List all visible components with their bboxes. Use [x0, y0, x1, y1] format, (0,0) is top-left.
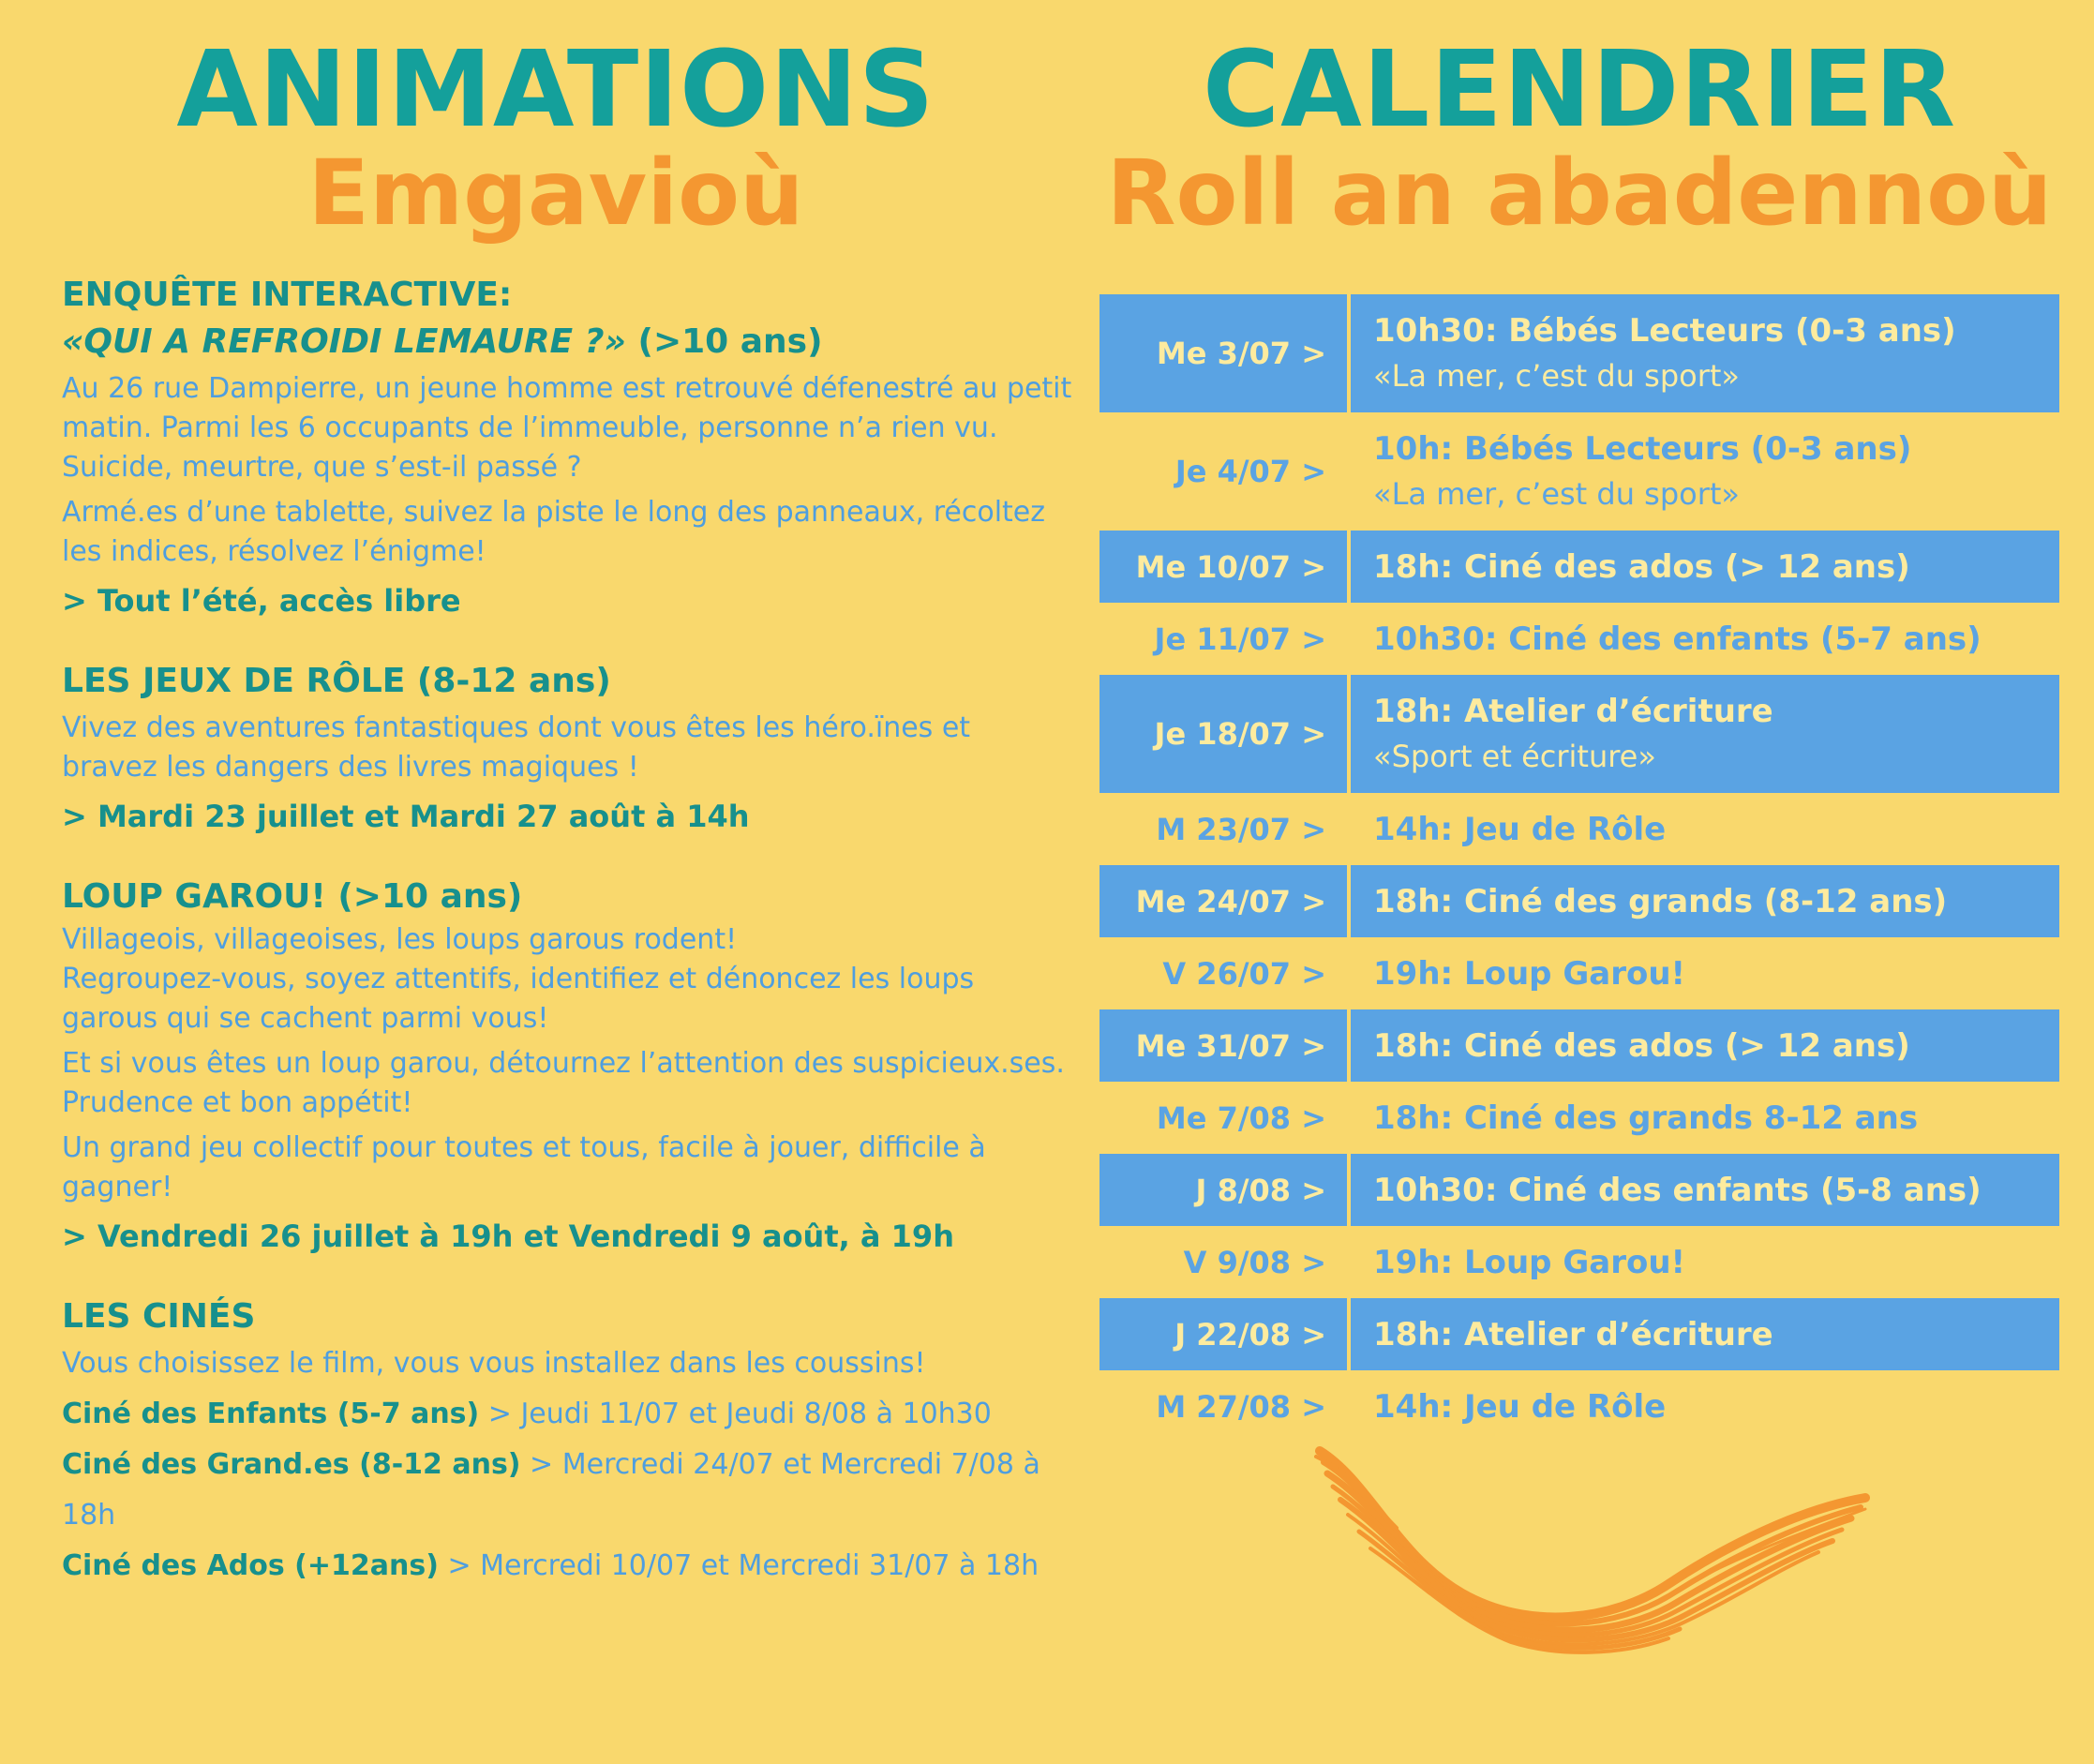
calendar-event [1351, 603, 2059, 675]
cines-heading: LES CINÉS [62, 1297, 256, 1336]
calendar-date: J 8/08 > [1099, 1154, 1347, 1226]
calendar-event-title: 10h: Bébés Lecteurs (0-3 ans) [1373, 430, 1912, 468]
calendar-event [1351, 1226, 2059, 1298]
calendar-row [1099, 1154, 2059, 1226]
calendar-event-subtitle: «La mer, c’est du sport» [1373, 358, 1740, 394]
calendar-event [1351, 531, 2059, 603]
calendar-event-title: 10h30: Bébés Lecteurs (0-3 ans) [1373, 312, 1956, 350]
loup-description: Et si vous êtes un loup garou, détournez l’attention des suspicieux.ses. Prudence et bon appétit! [62, 1047, 1065, 1119]
loup-intro-line1: Villageois, villageoises, les loups garous rodent! [62, 923, 738, 956]
cine-line-detail: > Mercredi 10/07 et Mercredi 31/07 à 18h [438, 1549, 1040, 1582]
calendar-date: Me 24/07 > [1099, 865, 1347, 937]
loup-section [62, 874, 1074, 1260]
jeux-heading: LES JEUX DE RÔLE (8-12 ans) [62, 662, 611, 700]
calendar-event [1351, 294, 2059, 412]
enquete-when: > Tout l’été, accès libre [62, 583, 461, 619]
calendar-event [1351, 1370, 2059, 1443]
calendar-row [1099, 865, 2059, 937]
cine-line-label: Ciné des Enfants (5-7 ans) [62, 1398, 480, 1430]
calendar-row [1099, 1226, 2059, 1298]
calendar-date: Me 7/08 > [1156, 1099, 1326, 1136]
cines-section [62, 1293, 1074, 1592]
enquete-description: Au 26 rue Dampierre, un jeune homme est retrouvé défenestré au petit matin. Parmi les 6 occupants de l’immeuble, personne n’a rien vu. Suicide, meurtre, que s’est-il passé ? [62, 372, 1072, 484]
calendar-event-title: 10h30: Ciné des enfants (5-8 ans) [1373, 1171, 1982, 1209]
enquete-title-heading [62, 319, 1074, 366]
calendar-title: CALENDRIER [1202, 29, 1957, 151]
enquete-section [62, 272, 1074, 624]
calendar-event [1351, 412, 2059, 531]
loup-intro [62, 920, 1074, 1039]
calendar-event-title: 18h: Ciné des ados (> 12 ans) [1373, 1026, 1910, 1065]
calendar-date: Je 18/07 > [1099, 675, 1347, 793]
calendar-date: J 22/08 > [1099, 1298, 1347, 1370]
calendar-row [1099, 412, 2059, 531]
calendar-event-subtitle: «Sport et écriture» [1373, 739, 1656, 774]
calendar-subtitle: Roll an abadennoù [1106, 141, 2053, 246]
jeux-when: > Mardi 23 juillet et Mardi 27 août à 14h [62, 799, 750, 834]
animations-title: ANIMATIONS [176, 29, 935, 151]
calendar-event-title: 10h30: Ciné des enfants (5-7 ans) [1373, 620, 1982, 658]
calendar-event [1351, 865, 2059, 937]
calendar-event [1351, 793, 2059, 865]
calendar-date: V 26/07 > [1162, 955, 1326, 992]
enquete-game-title: «QUI A REFROIDI LEMAURE ?» [62, 322, 626, 361]
cine-line-label: Ciné des Ados (+12ans) [62, 1549, 439, 1582]
calendar-date: Me 10/07 > [1099, 531, 1347, 603]
calendar-row [1099, 793, 2059, 865]
cine-line-label: Ciné des Grand.es (8-12 ans) [62, 1448, 521, 1481]
calendar-date: Je 4/07 > [1174, 454, 1326, 489]
calendar-event-title: 18h: Ciné des grands (8-12 ans) [1373, 882, 1948, 920]
calendar-date: Me 31/07 > [1099, 1009, 1347, 1082]
calendar-row [1099, 675, 2059, 793]
loup-game-info: Un grand jeu collectif pour toutes et tous, facile à jouer, difficile à gagner! [62, 1131, 986, 1203]
animations-subtitle: Emgavioù [307, 141, 804, 246]
cines-description: Vous choisissez le film, vous vous installez dans les coussins! [62, 1347, 926, 1380]
calendar-event [1351, 937, 2059, 1009]
calendar-date: Je 11/07 > [1154, 620, 1326, 657]
wave-leaf-illustration [1312, 1443, 1875, 1659]
calendar-event-title: 19h: Loup Garou! [1373, 954, 1686, 993]
jeux-section [62, 658, 1074, 840]
calendar-event [1351, 1154, 2059, 1226]
cine-line-detail: > Jeudi 11/07 et Jeudi 8/08 à 10h30 [479, 1398, 992, 1430]
calendar-event [1351, 1298, 2059, 1370]
enquete-instructions: Armé.es d’une tablette, suivez la piste le long des panneaux, récoltez les indices, résolvez l’énigme! [62, 496, 1045, 568]
calendar-column [1099, 29, 2059, 1443]
calendar-row [1099, 603, 2059, 675]
calendar-date: V 9/08 > [1183, 1244, 1326, 1280]
loup-intro-line2: Regroupez-vous, soyez attentifs, identifiez et dénoncez les loups garous qui se cachent parmi vous! [62, 963, 975, 1035]
calendar-row [1099, 1082, 2059, 1154]
animations-column [62, 29, 1074, 1592]
calendar-row [1099, 294, 2059, 412]
jeux-description: Vivez des aventures fantastiques dont vous êtes les héro.ïnes et bravez les dangers des livres magiques ! [62, 711, 971, 784]
calendar-event-title: 14h: Jeu de Rôle [1373, 1387, 1667, 1426]
loup-when: > Vendredi 26 juillet à 19h et Vendredi 9 août, à 19h [62, 1218, 954, 1254]
calendar-date: M 27/08 > [1156, 1388, 1326, 1425]
calendar-date: Me 3/07 > [1099, 294, 1347, 412]
loup-heading: LOUP GAROU! (>10 ans) [62, 877, 523, 916]
calendar-row [1099, 937, 2059, 1009]
calendar-event-title: 18h: Ciné des ados (> 12 ans) [1373, 547, 1910, 586]
enquete-age: (>10 ans) [625, 322, 823, 361]
cine-line-detail: > Mercredi 24/07 et Mercredi 7/08 à 18h [62, 1448, 1040, 1532]
calendar-event-title: 14h: Jeu de Rôle [1373, 810, 1667, 848]
calendar-row [1099, 531, 2059, 603]
calendar-table [1099, 294, 2059, 1443]
calendar-event-title: 18h: Atelier d’écriture [1373, 1315, 1773, 1353]
cine-line [62, 1440, 1074, 1541]
cine-line [62, 1389, 1074, 1440]
cine-line [62, 1541, 1074, 1592]
calendar-event-title: 18h: Ciné des grands 8-12 ans [1373, 1099, 1919, 1137]
calendar-row [1099, 1370, 2059, 1443]
calendar-row [1099, 1009, 2059, 1082]
calendar-event-subtitle: «La mer, c’est du sport» [1373, 476, 1740, 512]
calendar-row [1099, 1298, 2059, 1370]
calendar-date: M 23/07 > [1156, 811, 1326, 847]
enquete-heading: ENQUÊTE INTERACTIVE: [62, 276, 513, 314]
calendar-event [1351, 1009, 2059, 1082]
calendar-event-title: 19h: Loup Garou! [1373, 1243, 1686, 1281]
calendar-event-title: 18h: Atelier d’écriture [1373, 693, 1773, 730]
calendar-event [1351, 675, 2059, 793]
calendar-event [1351, 1082, 2059, 1154]
